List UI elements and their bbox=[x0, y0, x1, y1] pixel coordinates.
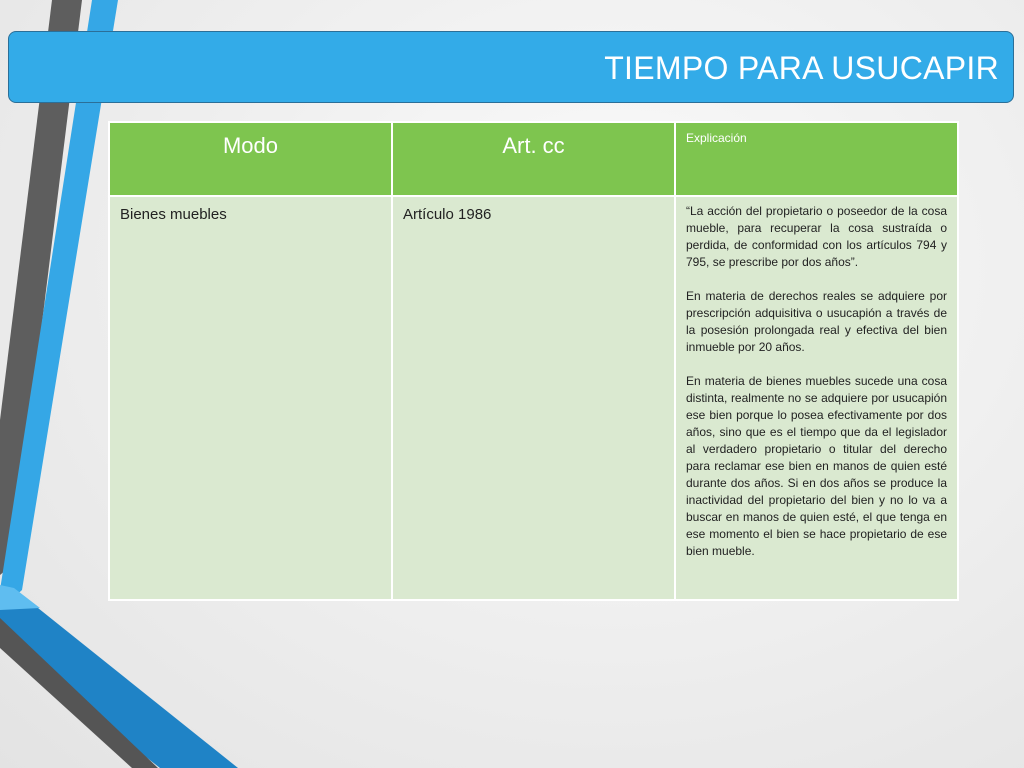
explicacion-paragraph-3: En materia de bienes muebles sucede una cosa distinta, realmente no se adquiere por usucapión ese bien porque lo posea efectivamente por dos años, sino que es el tiempo que da el legislador al verdadero propietario o titular del derecho para reclamar ese bien en manos de quien esté durante dos años. Si en dos años se produce la inactividad del propietario del bien y no lo va a buscar en manos de quien esté, el que tenga en ese momento el bien se hace propietario de ese bien mueble. bbox=[686, 374, 947, 558]
cell-articulo: Artículo 1986 bbox=[392, 196, 675, 600]
title-bar bbox=[8, 31, 1014, 103]
explicacion-paragraph-1: “La acción del propietario o poseedor de la cosa mueble, para recuperar la cosa sustraída o perdida, de conformidad con los artículos 794 y 795, se prescribe por dos años”. bbox=[686, 204, 947, 269]
explicacion-paragraph-2: En materia de derechos reales se adquiere por prescripción adquisitiva o usucapión a través de la posesión prolongada real y efectiva del bien inmueble por 20 años. bbox=[686, 289, 947, 354]
cell-modo: Bienes muebles bbox=[109, 196, 392, 600]
table-header-row bbox=[109, 122, 958, 196]
header-explicacion: Explicación bbox=[675, 122, 958, 196]
header-art-cc: Art. cc bbox=[392, 122, 675, 196]
header-modo: Modo bbox=[109, 122, 392, 196]
table-row bbox=[109, 196, 958, 600]
usucapion-table bbox=[108, 121, 959, 601]
cell-explicacion bbox=[675, 196, 958, 600]
slide-title: TIEMPO PARA USUCAPIR bbox=[604, 50, 999, 86]
